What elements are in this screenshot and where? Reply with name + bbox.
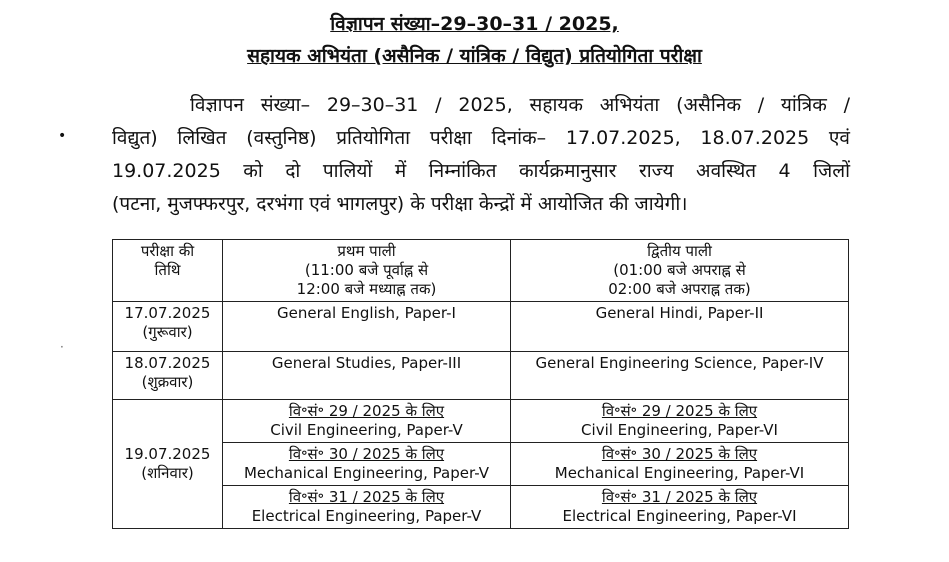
header-text: परीक्षा की	[140, 242, 195, 260]
table-row	[113, 400, 849, 443]
shift1-paper	[223, 486, 511, 529]
paper-name: Civil Engineering, Paper-V	[270, 421, 463, 439]
table-row	[113, 352, 849, 400]
header-text: 12:00 बजे मध्याह्न तक)	[296, 280, 437, 298]
advt-group-label: वि॰सं॰ 29 / 2025 के लिए	[601, 402, 758, 420]
advt-group-label: वि॰सं॰ 31 / 2025 के लिए	[601, 488, 758, 506]
paper-name: Electrical Engineering, Paper-V	[251, 507, 482, 525]
notice-heading-exam-title: सहायक अभियंता (असैनिक / यांत्रिक / विद्युत) प्रतियोगिता परीक्षा	[247, 45, 702, 67]
paragraph-line-3: 19.07.2025 को दो पालियों में निम्नांकित कार्यक्रमानुसार राज्य अवस्थित 4 जिलों	[112, 160, 850, 182]
header-text: द्वितीय पाली	[647, 242, 712, 260]
shift2-paper	[511, 400, 849, 443]
advt-group-label: वि॰सं॰ 30 / 2025 के लिए	[601, 445, 758, 463]
shift2-paper: General Hindi, Paper-II	[511, 302, 849, 352]
date-cell	[113, 352, 223, 400]
shift1-paper	[223, 400, 511, 443]
advt-group-label: वि॰सं॰ 31 / 2025 के लिए	[288, 488, 445, 506]
header-text: (01:00 बजे अपराह्न से	[613, 261, 746, 279]
shift1-paper: General English, Paper-I	[223, 302, 511, 352]
paper-name: Civil Engineering, Paper-VI	[581, 421, 778, 439]
advt-group-label: वि॰सं॰ 29 / 2025 के लिए	[288, 402, 445, 420]
stray-mark: •	[58, 128, 67, 144]
exam-date: 17.07.2025	[124, 304, 211, 322]
header-second-shift	[511, 240, 849, 302]
header-text: (11:00 बजे पूर्वाह्न से	[304, 261, 429, 279]
paper-name: Electrical Engineering, Paper-VI	[562, 507, 797, 525]
exam-schedule-table	[112, 239, 849, 529]
exam-date: 19.07.2025	[124, 445, 211, 463]
paper-name: Mechanical Engineering, Paper-VI	[554, 464, 805, 482]
header-first-shift	[223, 240, 511, 302]
header-text: प्रथम पाली	[337, 242, 396, 260]
shift2-paper	[511, 486, 849, 529]
exam-day: (शुक्रवार)	[141, 373, 194, 391]
header-exam-date	[113, 240, 223, 302]
notice-heading-advt-number: विज्ञापन संख्या–29–30–31 / 2025,	[330, 13, 619, 35]
date-cell	[113, 302, 223, 352]
stray-mark-2: ·	[60, 340, 64, 354]
table-row	[113, 486, 849, 529]
paragraph-line-1: विज्ञापन संख्या– 29–30–31 / 2025, सहायक अभियंता (असैनिक / यांत्रिक /	[190, 94, 850, 116]
advt-group-label: वि॰सं॰ 30 / 2025 के लिए	[288, 445, 445, 463]
paragraph-line-4: (पटना, मुजफ्फरपुर, दरभंगा एवं भागलपुर) के परीक्षा केन्द्रों में आयोजित की जायेगी।	[112, 193, 688, 215]
paper-name: Mechanical Engineering, Paper-V	[243, 464, 490, 482]
header-text: 02:00 बजे अपराह्न तक)	[608, 280, 751, 298]
exam-day: (गुरूवार)	[142, 323, 193, 341]
table-header-row	[113, 240, 849, 302]
header-text: तिथि	[154, 261, 181, 279]
exam-date: 18.07.2025	[124, 354, 211, 372]
date-cell	[113, 400, 223, 529]
shift2-paper	[511, 443, 849, 486]
shift1-paper: General Studies, Paper-III	[223, 352, 511, 400]
shift2-paper: General Engineering Science, Paper-IV	[511, 352, 849, 400]
table-row	[113, 302, 849, 352]
table-row	[113, 443, 849, 486]
shift1-paper	[223, 443, 511, 486]
paragraph-line-2: विद्युत) लिखित (वस्तुनिष्ठ) प्रतियोगिता परीक्षा दिनांक– 17.07.2025, 18.07.2025 एवं	[112, 127, 850, 149]
exam-day: (शनिवार)	[141, 464, 194, 482]
